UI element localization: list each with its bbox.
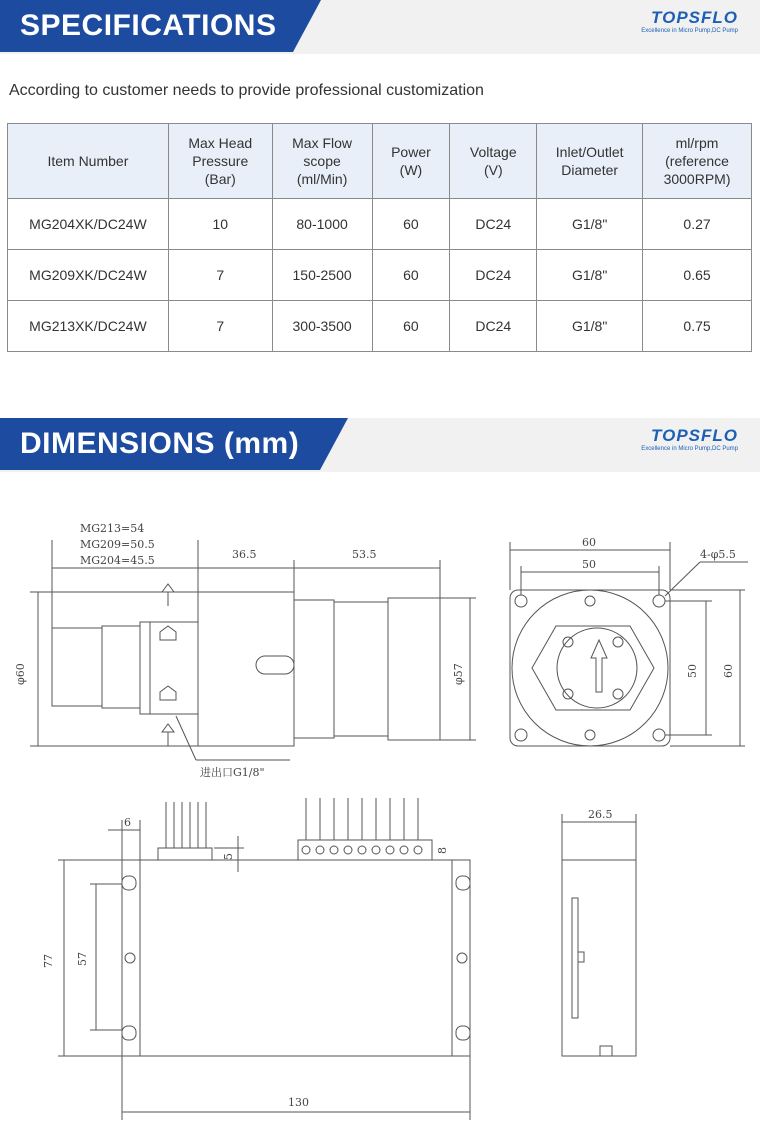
pump-head-block-2	[102, 626, 140, 708]
spec-table-header-cell: Item Number	[8, 124, 169, 199]
dia-motor-label: φ57	[452, 663, 465, 685]
driver-inner	[140, 860, 452, 1056]
front-width-inner: 50	[582, 558, 596, 571]
mount-hole-icon	[515, 595, 527, 607]
spec-logo	[641, 9, 738, 35]
model-length-204: MG204=45.5	[80, 554, 155, 567]
driver-side-view	[562, 814, 636, 1056]
spec-table-header-cell: Inlet/Outlet Diameter	[537, 124, 643, 199]
dim-a-label: 36.5	[232, 548, 257, 561]
screw-icon	[563, 637, 573, 647]
driver-dim-8: 8	[436, 847, 449, 854]
dim-b-label: 53.5	[352, 548, 377, 561]
spec-table-cell: 300-3500	[272, 301, 372, 352]
spec-table-cell: 60	[372, 301, 450, 352]
spec-intro-text: According to customer needs to provide professional customization	[9, 82, 484, 99]
motor-endcap	[388, 598, 440, 740]
model-length-209: MG209=50.5	[80, 538, 155, 551]
pump-side-view	[30, 540, 476, 760]
spec-table-cell: 0.27	[643, 199, 752, 250]
spec-table-cell: MG209XK/DC24W	[8, 250, 169, 301]
spec-table-row	[8, 301, 752, 352]
mount-hole-icon	[653, 595, 665, 607]
logo-name: TOPSFLO	[651, 426, 738, 445]
spec-table-cell: G1/8"	[537, 199, 643, 250]
driver-mount-screw-icon	[457, 953, 467, 963]
spec-table-cell: 80-1000	[272, 199, 372, 250]
front-height-outer: 60	[722, 664, 735, 678]
spec-table-header-row	[8, 124, 752, 199]
spec-table-cell: 60	[372, 250, 450, 301]
port-arrow-up-icon-2	[160, 686, 176, 700]
mount-slot	[456, 876, 470, 890]
front-holes-label: 4-φ5.5	[700, 548, 736, 561]
spec-table-cell: 7	[168, 301, 272, 352]
spec-table-cell: G1/8"	[537, 250, 643, 301]
pump-front-view	[510, 542, 748, 746]
spec-table-row	[8, 250, 752, 301]
driver-dim-5: 5	[222, 853, 235, 860]
spec-table-cell: 60	[372, 199, 450, 250]
spec-table-cell: 10	[168, 199, 272, 250]
spec-table-cell: MG213XK/DC24W	[8, 301, 169, 352]
flow-arrow-icon-2	[162, 724, 174, 732]
spec-table-cell: 0.75	[643, 301, 752, 352]
dim-title-tail	[320, 418, 348, 470]
flow-direction-arrow-icon	[591, 640, 607, 692]
front-head-plate	[532, 626, 654, 710]
dia-body-label: φ60	[14, 663, 27, 685]
motor-flange	[294, 600, 334, 738]
spec-table-body	[8, 199, 752, 352]
pump-body	[198, 592, 294, 746]
mount-hole-icon	[653, 729, 665, 741]
spec-table-row	[8, 199, 752, 250]
mount-slot	[122, 876, 136, 890]
driver-height-outer: 77	[42, 954, 55, 968]
spec-header-band	[0, 0, 760, 54]
driver-side-tab	[578, 952, 584, 962]
driver-length: 130	[288, 1096, 309, 1109]
spec-table-cell: DC24	[450, 250, 537, 301]
driver-top-view	[58, 798, 470, 1120]
spec-table-cell: DC24	[450, 301, 537, 352]
front-body-circle	[512, 590, 668, 746]
screw-icon	[613, 637, 623, 647]
driver-body	[122, 860, 470, 1056]
spec-table-header-cell: Max Head Pressure (Bar)	[168, 124, 272, 199]
pump-head-block	[52, 628, 102, 706]
logo-tagline: Excellence in Micro Pump,DC Pump	[641, 446, 738, 452]
driver-dim-6: 6	[124, 816, 131, 829]
screw-icon	[585, 596, 595, 606]
driver-side-body	[562, 860, 636, 1056]
driver-connector-left	[158, 848, 212, 860]
port-label: 进出口G1/8"	[200, 766, 265, 779]
pump-body-slot	[256, 656, 294, 674]
dim-logo	[641, 427, 738, 453]
screw-icon	[563, 689, 573, 699]
flow-arrow-icon	[162, 584, 174, 592]
front-rotor-circle	[557, 628, 637, 708]
spec-table-cell: 150-2500	[272, 250, 372, 301]
spec-table-cell: 0.65	[643, 250, 752, 301]
spec-table-header-cell: Power (W)	[372, 124, 450, 199]
front-width-outer: 60	[582, 536, 596, 549]
spec-table-header-cell: Max Flow scope (ml/Min)	[272, 124, 372, 199]
screw-icon	[585, 730, 595, 740]
spec-table-header-cell: ml/rpm (reference 3000RPM)	[643, 124, 752, 199]
mount-slot	[456, 1026, 470, 1040]
dimension-drawing	[0, 480, 760, 1130]
motor-body	[334, 602, 388, 736]
driver-mount-screw-icon	[125, 953, 135, 963]
spec-table-header-cell: Voltage (V)	[450, 124, 537, 199]
screw-icon	[613, 689, 623, 699]
spec-title-tail	[293, 0, 321, 52]
logo-tagline: Excellence in Micro Pump,DC Pump	[641, 28, 738, 34]
spec-section-title: SPECIFICATIONS	[0, 0, 293, 52]
mount-slot	[122, 1026, 136, 1040]
spec-table	[7, 123, 752, 352]
driver-height-inner: 57	[76, 952, 89, 966]
spec-table-cell: G1/8"	[537, 301, 643, 352]
spec-table-cell: 7	[168, 250, 272, 301]
logo-name: TOPSFLO	[651, 8, 738, 27]
driver-thickness: 26.5	[588, 808, 613, 821]
dim-header-band	[0, 418, 760, 472]
port-arrow-up-icon	[160, 626, 176, 640]
driver-side-foot	[600, 1046, 612, 1056]
terminal-screws	[302, 846, 422, 854]
dim-section-title: DIMENSIONS (mm)	[0, 418, 320, 470]
model-length-213: MG213=54	[80, 522, 145, 535]
front-height-inner: 50	[686, 664, 699, 678]
spec-table-cell: DC24	[450, 199, 537, 250]
driver-terminal-block	[298, 840, 432, 860]
spec-table-cell: MG204XK/DC24W	[8, 199, 169, 250]
driver-side-rail	[572, 898, 578, 1018]
mount-hole-icon	[515, 729, 527, 741]
